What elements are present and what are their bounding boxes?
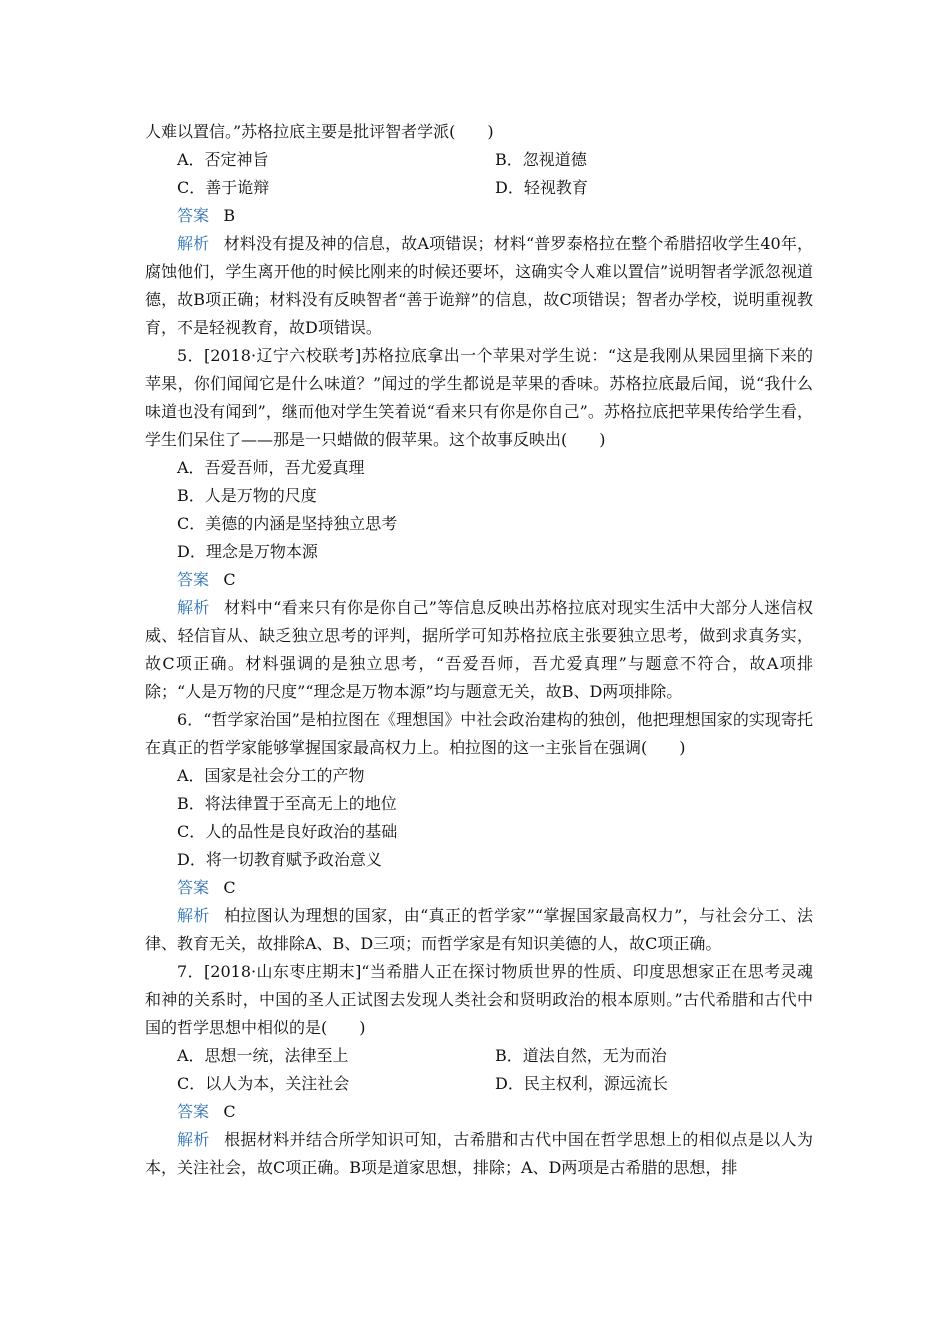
analysis-label: 解析 (177, 906, 210, 925)
answer-label: 答案 (177, 1102, 210, 1121)
q7-option-b: B．道法自然，无为而治 (495, 1046, 667, 1065)
q7-analysis (145, 1126, 813, 1182)
analysis-label: 解析 (177, 1130, 210, 1149)
q6-option-d: D．将一切教育赋予政治意义 (177, 850, 382, 869)
q6-option-b: B．将法律置于至高无上的地位 (177, 794, 397, 813)
q7-option-a: A．思想一统，法律至上 (177, 1046, 349, 1065)
q4-analysis (145, 230, 813, 342)
q7-option-d: D．民主权利，源远流长 (495, 1074, 668, 1093)
q5-analysis-text: 材料中“看来只有你是你自己”等信息反映出苏格拉底对现实生活中大部分人迷信权威、轻信盲从、缺乏独立思考的评判，据所学可知苏格拉底主张要独立思考，做到求真务实，故C项正确。材料强调的是独立思考，“吾爱吾师，吾尤爱真理”与题意不符合，故A项排除；“人是万物的尺度”“理念是万物本源”均与题意无关，故B、D两项排除。 (145, 598, 813, 701)
q7-answer-value: C (223, 1102, 236, 1121)
q6-analysis-text: 柏拉图认为理想的国家，由“真正的哲学家”“掌握国家最高权力”，与社会分工、法律、教育无关，故排除A、B、D三项；而哲学家是有知识美德的人，故C项正确。 (145, 906, 813, 953)
q6-answer (177, 874, 813, 902)
answer-label: 答案 (177, 570, 210, 589)
document-page (145, 118, 813, 1182)
q4-answer-value: B (223, 206, 236, 225)
q5-answer-value: C (223, 570, 236, 589)
q5-answer (177, 566, 813, 594)
q6-analysis (145, 902, 813, 958)
q4-options-row-1 (177, 146, 813, 174)
q5-option-c: C．美德的内涵是坚持独立思考 (177, 514, 398, 533)
q7-options-row-2 (177, 1070, 813, 1098)
q7-analysis-text: 根据材料并结合所学知识可知，古希腊和古代中国在哲学思想上的相似点是以人为本，关注社会，故C项正确。B项是道家思想，排除；A、D两项是古希腊的思想，排 (145, 1130, 813, 1177)
q6-answer-value: C (223, 878, 236, 897)
q7-option-c: C．以人为本，关注社会 (177, 1074, 350, 1093)
q4-option-b: B．忽视道德 (495, 150, 587, 169)
q5-option-a: A．吾爱吾师，吾尤爱真理 (177, 458, 365, 477)
q5-stem: 5．[2018·辽宁六校联考]苏格拉底拿出一个苹果对学生说：“这是我刚从果园里摘下来的苹果，你们闻闻它是什么味道？”闻过的学生都说是苹果的香味。苏格拉底最后闻，说“我什么味道也没有闻到”，继而他对学生笑着说“看来只有你是你自己”。苏格拉底把苹果传给学生看，学生们呆住了——那是一只蜡做的假苹果。这个故事反映出( ) (145, 346, 813, 449)
q4-answer (177, 202, 813, 230)
q6-option-a: A．国家是社会分工的产物 (177, 766, 365, 785)
q7-stem: 7．[2018·山东枣庄期末]“当希腊人正在探讨物质世界的性质、印度思想家正在思考灵魂和神的关系时，中国的圣人正试图去发现人类社会和贤明政治的根本原则。”古代希腊和古代中国的哲学思想中相似的是( ) (145, 962, 813, 1037)
q4-options-row-2 (177, 174, 813, 202)
q6-option-c: C．人的品性是良好政治的基础 (177, 822, 398, 841)
q5-option-d: D．理念是万物本源 (177, 542, 318, 561)
q7-answer (177, 1098, 813, 1126)
q4-option-d: D．轻视教育 (495, 178, 588, 197)
q4-option-a: A．否定神旨 (177, 150, 269, 169)
q4-analysis-text: 材料没有提及神的信息，故A项错误；材料“普罗泰格拉在整个希腊招收学生40年，腐蚀他们，学生离开他的时候比刚来的时候还要坏，这确实令人难以置信”说明智者学派忽视道德，故B项正确；材料没有反映智者“善于诡辩”的信息，故C项错误；智者办学校，说明重视教育，不是轻视教育，故D项错误。 (145, 234, 813, 337)
answer-label: 答案 (177, 206, 210, 225)
q5-option-b: B．人是万物的尺度 (177, 486, 317, 505)
q7-options-row-1 (177, 1042, 813, 1070)
answer-label: 答案 (177, 878, 210, 897)
q6-stem: 6．“哲学家治国”是柏拉图在《理想国》中社会政治建构的独创，他把理想国家的实现寄托在真正的哲学家能够掌握国家最高权力上。柏拉图的这一主张旨在强调( ) (145, 710, 813, 757)
analysis-label: 解析 (177, 234, 210, 253)
q4-stem-continued: 人难以置信。”苏格拉底主要是批评智者学派( ) (145, 122, 494, 141)
q5-analysis (145, 594, 813, 706)
q4-option-c: C．善于诡辩 (177, 178, 270, 197)
analysis-label: 解析 (177, 598, 210, 617)
